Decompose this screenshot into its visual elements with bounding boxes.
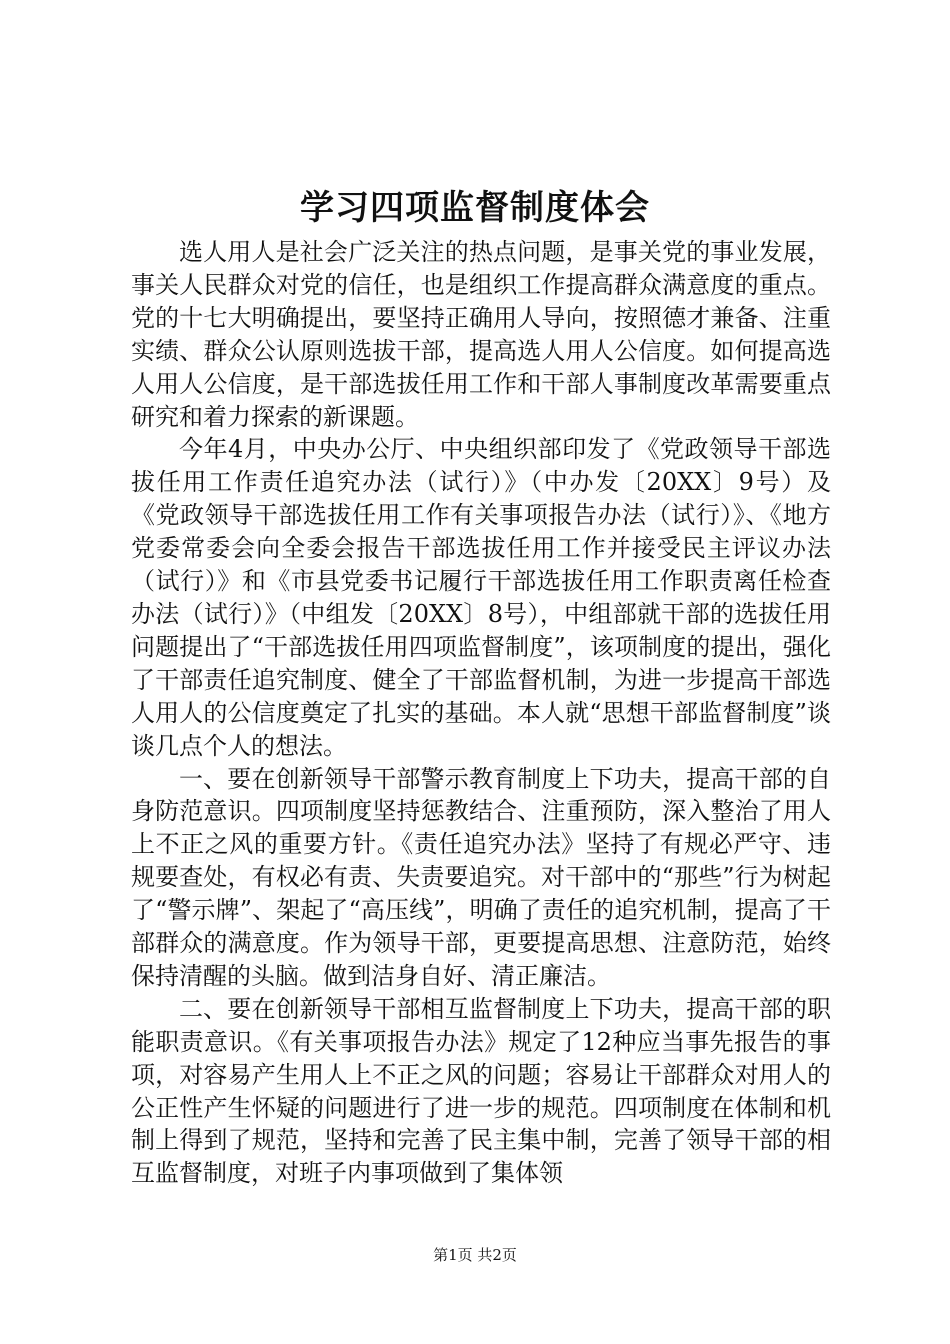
page-number-footer: 第1页 共2页 [433, 1246, 517, 1264]
paragraph-1: 选人用人是社会广泛关注的热点问题，是事关党的事业发展，事关人民群众对党的信任，也是组织工作提高群众满意度的重点。党的十七大明确提出，要坚持正确用人导向，按照德才兼备、注重实绩、群众公认原则选拔干部，提高选人用人公信度。如何提高选人用人公信度，是干部选拔任用工作和干部人事制度改革需要重点研究和着力探索的新课题。 [131, 238, 831, 431]
paragraph-3: 一、要在创新领导干部警示教育制度上下功夫，提高干部的自身防范意识。四项制度坚持惩教结合、注重预防，深入整治了用人上不正之风的重要方针。《责任追究办法》坚持了有规必严守、违规要查处，有权必有责、失责要追究。对干部中的“那些”行为树起了“警示牌”、架起了“高压线”，明确了责任的追究机制，提高了干部群众的满意度。作为领导干部，更要提高思想、注意防范，始终保持清醒的头脑。做到洁身自好、清正廉洁。 [131, 764, 831, 990]
paragraph-2: 今年4月，中央办公厅、中央组织部印发了《党政领导干部选拔任用工作责任追究办法（试行）》（中办发〔20XX〕9号）及《党政领导干部选拔任用工作有关事项报告办法（试行）》、《地方党委常委会向全委会报告干部选拔任用工作并接受民主评议办法（试行）》和《市县党委书记履行干部选拔任用工作职责离任检查办法（试行）》（中组发〔20XX〕8号），中组部就干部的选拔任用问题提出了“干部选拔任用四项监督制度”，该项制度的提出，强化了干部责任追究制度、健全了干部监督机制，为进一步提高干部选人用人的公信度奠定了扎实的基础。本人就“思想干部监督制度”谈谈几点个人的想法。 [131, 435, 831, 760]
document-body [131, 236, 831, 1190]
paragraph-4: 二、要在创新领导干部相互监督制度上下功夫，提高干部的职能职责意识。《有关事项报告办法》规定了12种应当事先报告的事项，对容易产生用人上不正之风的问题；容易让干部群众对用人的公正性产生怀疑的问题进行了进一步的规范。四项制度在体制和机制上得到了规范，坚持和完善了民主集中制，完善了领导干部的相互监督制度，对班子内事项做到了集体领 [131, 994, 831, 1188]
document-title: 学习四项监督制度体会 [300, 188, 650, 228]
